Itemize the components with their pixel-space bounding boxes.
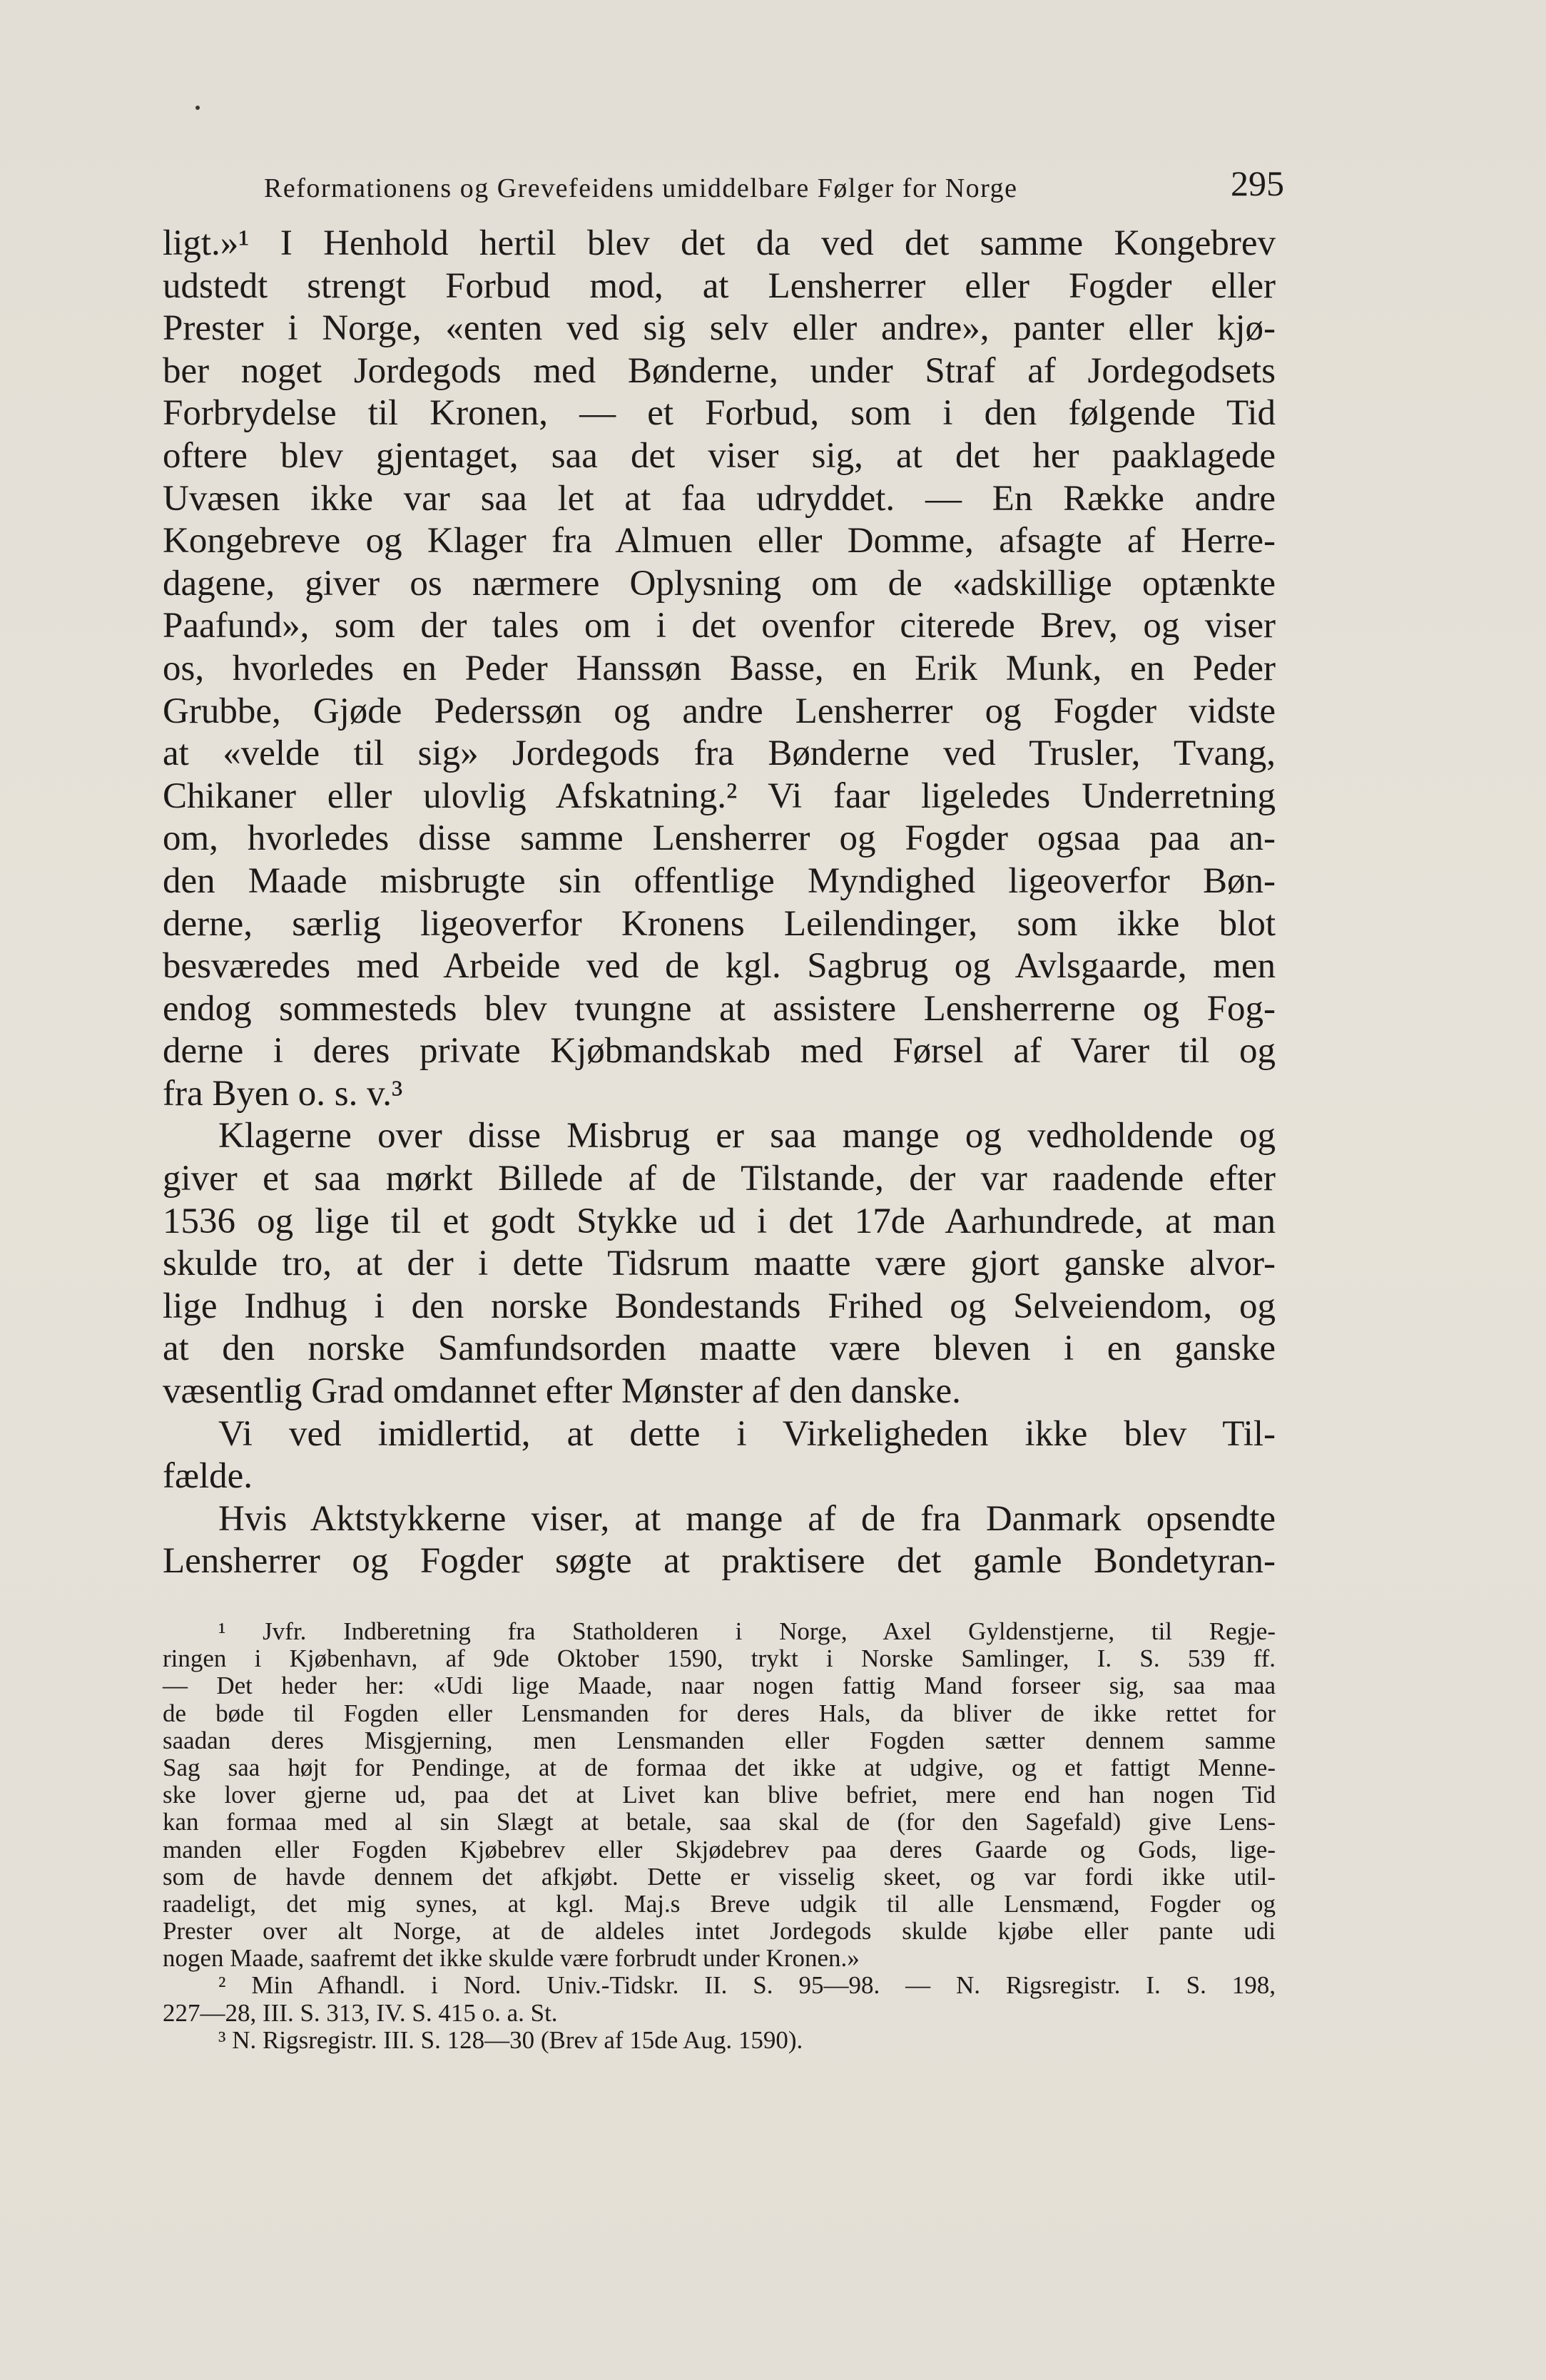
- text-line: ligt.»¹ I Henhold hertil blev det da ved det samme Kongebrev: [163, 223, 1276, 263]
- page-header: [264, 163, 1284, 213]
- footnote-line: som de havde dennem det afkjøbt. Dette er visselig skeet, og var fordi ikke util-: [163, 1862, 1276, 1891]
- text-line: udstedt strengt Forbud mod, at Lensherrer eller Fogder eller: [163, 265, 1276, 306]
- footnote-line: Sag saa højt for Pendinge, at de formaa det ikke at udgive, og et fattigt Menne-: [163, 1753, 1276, 1781]
- footnote-line: saadan deres Misgjerning, men Lensmanden eller Fogden sætter dennem samme: [163, 1726, 1276, 1754]
- body-text: [163, 223, 1276, 1583]
- text-line: endog sommesteds blev tvungne at assistere Lensherrerne og Fog-: [163, 988, 1276, 1029]
- text-line: 1536 og lige til et godt Stykke ud i det 17de Aarhundrede, at man: [163, 1201, 1276, 1241]
- text-line: derne i deres private Kjøbmandskab med Førsel af Varer til og: [163, 1031, 1276, 1072]
- text-line: Uvæsen ikke var saa let at faa udryddet. — En Række andre: [163, 478, 1276, 519]
- text-line: skulde tro, at der i dette Tidsrum maatte være gjort ganske alvor-: [163, 1244, 1276, 1284]
- footnote-line: kan formaa med al sin Slægt at betale, saa skal de (for den Sagefald) give Lens-: [163, 1808, 1276, 1836]
- text-line: Lensherrer og Fogder søgte at praktisere det gamle Bondetyran-: [163, 1541, 1276, 1582]
- footnote-line: ¹ Jvfr. Indberetning fra Statholderen i Norge, Axel Gyldenstjerne, til Regje-: [218, 1617, 1276, 1645]
- footnote-line: 227—28, III. S. 313, IV. S. 415 o. a. St.: [163, 1998, 558, 2027]
- footnote-line: raadeligt, det mig synes, at kgl. Maj.s Breve udgik til alle Lensmænd, Fogder og: [163, 1889, 1276, 1918]
- footnote-line: ringen i Kjøbenhavn, af 9de Oktober 1590, trykt i Norske Samlinger, I. S. 539 ff.: [163, 1644, 1276, 1673]
- footnotes: [163, 1618, 1276, 2054]
- text-line: lige Indhug i den norske Bondestands Frihed og Selveiendom, og: [163, 1286, 1276, 1326]
- footnote-line: Prester over alt Norge, at de aldeles intet Jordegods skulde kjøbe eller pante udi: [163, 1917, 1276, 1946]
- page-number: 295: [1231, 163, 1284, 203]
- text-line: Hvis Aktstykkerne viser, at mange af de fra Danmark opsendte: [218, 1498, 1276, 1539]
- text-line: fælde.: [163, 1456, 253, 1497]
- text-line: Klagerne over disse Misbrug er saa mange og vedholdende og: [218, 1116, 1276, 1156]
- text-line: Grubbe, Gjøde Pederssøn og andre Lensherrer og Fogder vidste: [163, 691, 1276, 731]
- footnote-line: nogen Maade, saafremt det ikke skulde være forbrudt under Kronen.»: [163, 1944, 860, 1973]
- text-line: ber noget Jordegods med Bønderne, under Straf af Jordegodsets: [163, 350, 1276, 391]
- footnote-line: ³ N. Rigsregistr. III. S. 128—30 (Brev af 15de Aug. 1590).: [218, 2025, 803, 2054]
- text-line: fra Byen o. s. v.³: [163, 1073, 403, 1114]
- text-line: Paafund», som der tales om i det ovenfor citerede Brev, og viser: [163, 606, 1276, 646]
- text-line: Chikaner eller ulovlig Afskatning.² Vi faar ligeledes Underretning: [163, 775, 1276, 816]
- footnote-line: manden eller Fogden Kjøbebrev eller Skjødebrev paa deres Gaarde og Gods, lige-: [163, 1835, 1276, 1863]
- text-line: Forbrydelse til Kronen, — et Forbud, som i den følgende Tid: [163, 393, 1276, 434]
- footnote-line: ske lover gjerne ud, paa det at Livet kan blive befriet, mere end han nogen Tid: [163, 1781, 1276, 1809]
- running-head: Reformationens og Grevefeidens umiddelbare Følger for Norge: [264, 173, 1018, 203]
- text-line: at «velde til sig» Jordegods fra Bønderne ved Trusler, Tvang,: [163, 733, 1276, 774]
- footnote-line: — Det heder her: «Udi lige Maade, naar nogen fattig Mand forseer sig, saa maa: [163, 1672, 1276, 1700]
- text-line: os, hvorledes en Peder Hanssøn Basse, en Erik Munk, en Peder: [163, 648, 1276, 688]
- footnote-line: ² Min Afhandl. i Nord. Univ.-Tidskr. II. S. 95—98. — N. Rigsregistr. I. S. 198,: [218, 1971, 1276, 2000]
- text-line: væsentlig Grad omdannet efter Mønster af den danske.: [163, 1371, 961, 1412]
- text-line: om, hvorledes disse samme Lensherrer og Fogder ogsaa paa an-: [163, 818, 1276, 859]
- footnote-line: de bøde til Fogden eller Lensmanden for deres Hals, da bliver de ikke rettet for: [163, 1699, 1276, 1727]
- text-line: den Maade misbrugte sin offentlige Myndighed ligeoverfor Bøn-: [163, 860, 1276, 901]
- ink-speck: [195, 106, 200, 110]
- text-line: dagene, giver os nærmere Oplysning om de «adskillige optænkte: [163, 563, 1276, 604]
- text-line: besværedes med Arbeide ved de kgl. Sagbrug og Avlsgaarde, men: [163, 946, 1276, 987]
- text-line: at den norske Samfundsorden maatte være bleven i en ganske: [163, 1328, 1276, 1369]
- text-line: Prester i Norge, «enten ved sig selv eller andre», panter eller kjø-: [163, 308, 1276, 349]
- text-line: giver et saa mørkt Billede af de Tilstande, der var raadende efter: [163, 1159, 1276, 1199]
- text-line: Vi ved imidlertid, at dette i Virkeligheden ikke blev Til-: [218, 1413, 1276, 1454]
- text-line: derne, særlig ligeoverfor Kronens Leilendinger, som ikke blot: [163, 903, 1276, 944]
- text-line: oftere blev gjentaget, saa det viser sig, at det her paaklagede: [163, 435, 1276, 476]
- text-line: Kongebreve og Klager fra Almuen eller Domme, afsagte af Herre-: [163, 521, 1276, 561]
